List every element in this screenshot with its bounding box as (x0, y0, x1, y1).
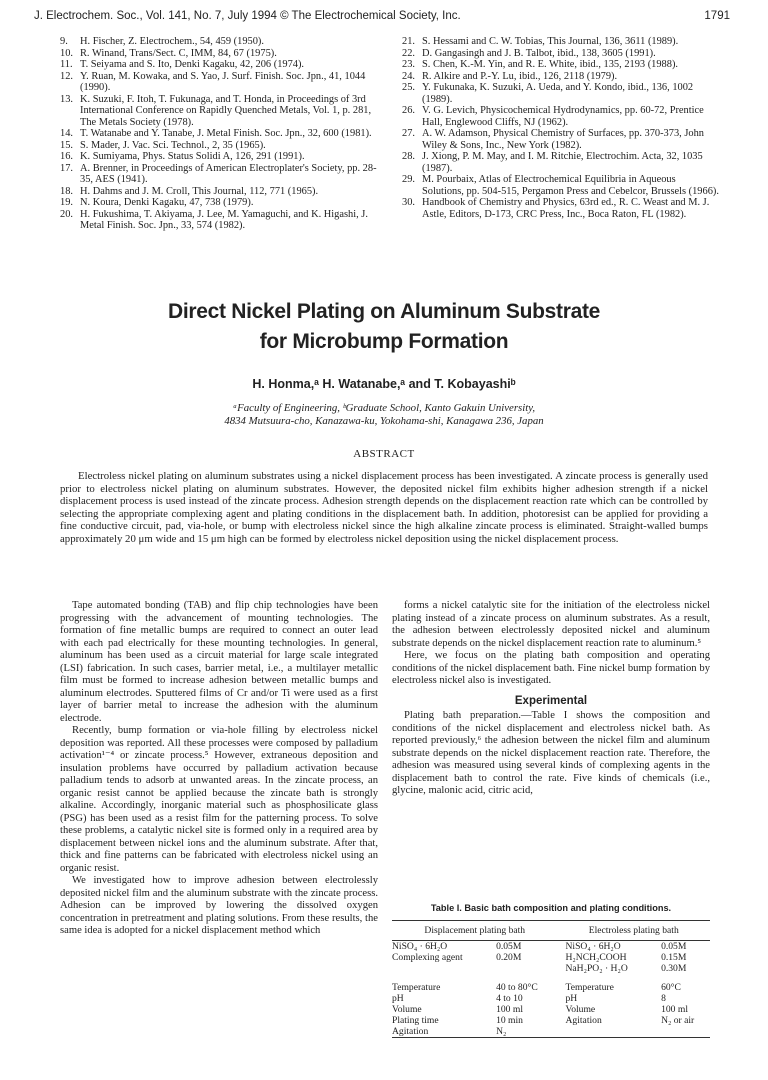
reference-text: J. Xiong, P. M. May, and I. M. Ritchie, Electrochim. Acta, 32, 1035 (1987). (422, 151, 703, 174)
reference-item (402, 48, 720, 60)
bath-composition-table (392, 920, 710, 1038)
body-paragraph: Here, we focus on the plating bath composition and operating conditions of the nickel displacement bath. Fine nickel bump formation by electroless nickel also is investigated. (392, 650, 710, 686)
reference-number: 26. (402, 105, 415, 116)
reference-item (60, 128, 378, 140)
reference-item (60, 186, 378, 198)
reference-text: A. Brenner, in Proceedings of American Electroplater's Society, pp. 28-35, AES (1941). (80, 162, 377, 185)
reference-list-left (60, 36, 378, 232)
affiliation-line-1: ᵃFaculty of Engineering, ᵇGraduate School, Kanto Gakuin University, (232, 402, 536, 414)
body-paragraph: forms a nickel catalytic site for the initiation of the electroless nickel plating instead of a zincate process on aluminum substrates. As a result, the adhesion between electrolessly deposited nickel and aluminum substrate depends on the nickel displacement reaction rate to aluminum.⁵ (392, 600, 710, 649)
reference-text: T. Watanabe and Y. Tanabe, J. Metal Finish. Soc. Jpn., 32, 600 (1981). (80, 128, 372, 139)
reference-number: 23. (402, 59, 415, 70)
table-header-electroless: Electroless plating bath (558, 921, 711, 941)
reference-number: 30. (402, 197, 415, 208)
table-cell: 8 (661, 993, 666, 1004)
body-column-right (392, 600, 710, 798)
reference-number: 17. (60, 162, 73, 174)
abstract (60, 470, 708, 545)
page-number: 1791 (704, 10, 730, 22)
reference-item (402, 197, 720, 220)
reference-text: D. Gangasingh and J. B. Talbot, ibid., 138, 3605 (1991). (422, 47, 656, 59)
table-row (392, 1004, 710, 1015)
table-cell: 60°C (661, 982, 681, 993)
table-cell: 0.05M (661, 941, 687, 952)
reference-item (60, 209, 378, 232)
table-cell: 0.30M (661, 963, 687, 974)
table-cell: NiSO₄ · 6H₂O (392, 941, 448, 952)
reference-text: H. Fischer, Z. Electrochem., 54, 459 (1950). (80, 36, 264, 47)
reference-text: N. Koura, Denki Kagaku, 47, 738 (1979). (80, 197, 254, 208)
abstract-heading: ABSTRACT (353, 448, 415, 460)
reference-number: 21. (402, 36, 415, 47)
reference-number: 28. (402, 151, 415, 162)
table-cell: Agitation (392, 1026, 496, 1038)
reference-item (60, 59, 378, 71)
reference-item (60, 163, 378, 186)
reference-text: S. Chen, K.-M. Yin, and R. E. White, ibid., 135, 2193 (1988). (422, 59, 679, 70)
table-spacer-row (392, 974, 710, 982)
reference-item (402, 105, 720, 128)
author-list: H. Honma,ᵃ H. Watanabe,ᵃ and T. Kobayashiᵇ (252, 377, 516, 391)
reference-number: 11. (60, 59, 73, 70)
table-cell (661, 1026, 710, 1038)
table-cell: N₂ or air (661, 1015, 695, 1026)
reference-number: 13. (60, 93, 73, 105)
table-cell: Complexing agent (392, 952, 463, 963)
reference-text: S. Hessami and C. W. Tobias, This Journal, 136, 3611 (1989). (422, 36, 679, 47)
table-cell: 40 to 80°C (496, 982, 538, 993)
affiliation (0, 402, 768, 427)
reference-text: V. G. Levich, Physicochemical Hydrodynamics, pp. 60-72, Prentice Hall, Englewood Cliffs, NJ (1962). (422, 105, 704, 128)
table-cell (558, 1026, 662, 1038)
table-header-row (392, 921, 710, 941)
reference-text: S. Mader, J. Vac. Sci. Technol., 2, 35 (1965). (80, 139, 266, 151)
reference-number: 27. (402, 128, 415, 139)
reference-number: 14. (60, 128, 73, 139)
body-column-left (60, 600, 378, 938)
table-cell: Agitation (565, 1015, 602, 1026)
table-cell: 4 to 10 (496, 993, 523, 1004)
table-cell: NaH₂PO₂ · H₂O (565, 963, 628, 974)
title-line-2: for Microbump Formation (259, 330, 509, 353)
reference-number: 16. (60, 151, 73, 162)
table-cell: pH (392, 993, 404, 1004)
reference-text: K. Sumiyama, Phys. Status Solidi A, 126, 291 (1991). (80, 151, 305, 162)
table-cell (496, 963, 557, 974)
abstract-text: Electroless nickel plating on aluminum substrates using a nickel displacement process has been investigated. A zincate process is generally used prior to electroless nickel plating on aluminum substrates. However, the deposited nickel film exhibits higher adhesion strength if a nickel displacement process is used instead of the zincate process. Adhesion strength depends on the displacement reaction rate which can be controlled by selecting the appropriate complexing agent and plating conditions in the displacement bath. In addition, photoresist can be applied for providing a fine conductive circuit, pad, via-hole, or bump with electroless nickel since the high alkaline zincate process is eliminated. Straight-walled bumps approximately 20 μm wide and 15 μm high can be formed by electroless nickel deposition using the nickel displacement process. (60, 470, 708, 545)
reference-number: 25. (402, 82, 415, 93)
body-paragraph: Tape automated bonding (TAB) and flip chip technologies have been progressing with the advancement of mounting technologies. The formation of fine metallic bumps are required to connect an outer lead with each pad electrically for these mounting technologies. In general, aluminum has been used as a circuit material for large scale integrated (LSI) fabrication. In such cases, barrier metal, i.e., a multilayer metallic film must be formed to increase adhesion between metallic bumps and aluminum electrodes. Sputtered films of Cr and/or Ti were used as a first layer of barrier metal to increase the adhesion with the aluminum electrode. (60, 600, 378, 724)
journal-citation: J. Electrochem. Soc., Vol. 141, No. 7, July 1994 © The Electrochemical Society, Inc. (34, 10, 461, 22)
reference-item (60, 71, 378, 94)
running-head (34, 10, 730, 26)
reference-number: 19. (60, 197, 73, 208)
table-cell: pH (565, 993, 578, 1004)
reference-number: 20. (60, 208, 73, 220)
table-cell: 100 ml (496, 1004, 523, 1015)
reference-number: 15. (60, 139, 73, 151)
table-cell: Plating time (392, 1015, 439, 1026)
table-row (392, 952, 710, 963)
reference-item (402, 82, 720, 105)
reference-item (60, 197, 378, 209)
reference-text: Y. Fukunaka, K. Suzuki, A. Ueda, and Y. Kondo, ibid., 136, 1002 (1989). (422, 82, 694, 105)
reference-number: 29. (402, 174, 415, 185)
reference-number: 18. (60, 185, 73, 197)
article-title (0, 297, 768, 357)
reference-text: R. Winand, Trans/Sect. C, IMM, 84, 67 (1975). (80, 47, 277, 59)
reference-item (402, 128, 720, 151)
table-cell: Temperature (565, 982, 614, 993)
reference-text: M. Pourbaix, Atlas of Electrochemical Equilibria in Aqueous Solutions, pp. 504-515, Pergamon Press and Cebelcor, Brussels (1966). (422, 174, 719, 197)
table-row (392, 1026, 710, 1038)
table-row (392, 993, 710, 1004)
reference-text: A. W. Adamson, Physical Chemistry of Surfaces, pp. 370-373, John Wiley & Sons, Inc., New York (1982). (422, 128, 704, 151)
reference-item (402, 36, 720, 48)
table-cell (392, 963, 496, 974)
reference-text: Y. Ruan, M. Kowaka, and S. Yao, J. Surf. Finish. Soc. Jpn., 41, 1044 (1990). (80, 70, 366, 93)
reference-text: H. Fukushima, T. Akiyama, J. Lee, M. Yamaguchi, and K. Higashi, J. Metal Finish. Soc. Jpn., 33, 574 (1982). (80, 208, 368, 231)
reference-number: 22. (402, 47, 415, 59)
reference-item (402, 151, 720, 174)
paragraph-experimental: Plating bath preparation.—Table I shows the composition and conditions of the nickel displacement and electroless nickel bath. As reported previously,⁶ the adhesion between the nickel film and aluminum substrate depends on the nickel displacement reaction rate. Therefore, the adhesion was measured using several kinds of complexing agents in the displacement bath to control the rate. Five kinds of chemicals (i.e., glycine, malonic acid, citric acid, (392, 710, 710, 796)
reference-number: 24. (402, 70, 415, 82)
table-cell: 0.05M (496, 941, 522, 952)
affiliation-line-2: 4834 Mutsuura-cho, Kanazawa-ku, Yokohama-shi, Kanagawa 236, Japan (224, 414, 544, 427)
reference-text: K. Suzuki, F. Itoh, T. Fukunaga, and T. Honda, in Proceedings of 3rd International Conference on Rapidly Quenched Metals, Vol. 1, p. 281, The Metals Society (1978). (80, 93, 372, 128)
table-cell: N₂ (496, 1026, 557, 1038)
reference-item (402, 59, 720, 71)
reference-text: T. Seiyama and S. Ito, Denki Kagaku, 42, 206 (1974). (80, 59, 305, 70)
reference-text: H. Dahms and J. M. Croll, This Journal, 112, 771 (1965). (80, 185, 319, 197)
reference-number: 12. (60, 70, 73, 82)
reference-item (402, 174, 720, 197)
table-cell: 100 ml (661, 1004, 688, 1015)
reference-item (60, 36, 378, 48)
table-row (392, 982, 710, 993)
table-cell: Volume (565, 1004, 596, 1015)
table-cell: 0.20M (496, 952, 522, 963)
reference-text: Handbook of Chemistry and Physics, 63rd ed., R. C. Weast and M. J. Astle, Editors, D-173, CRC Press, Inc., Boca Raton, FL (1982). (422, 197, 710, 220)
table-header-displacement: Displacement plating bath (392, 921, 558, 941)
table-caption: Table I. Basic bath composition and plating conditions. (430, 903, 672, 913)
reference-number: 10. (60, 47, 73, 59)
table-row (392, 963, 710, 974)
table-cell: 0.15M (661, 952, 687, 963)
table-cell: NiSO₄ · 6H₂O (565, 941, 621, 952)
reference-item (60, 140, 378, 152)
table-cell: Volume (392, 1004, 422, 1015)
reference-item (60, 48, 378, 60)
section-heading-experimental: Experimental (514, 694, 588, 707)
body-paragraph: Recently, bump formation or via-hole filling by electroless nickel deposition was reported. All these processes were composed by palladium activation¹⁻⁴ or zincate process.⁵ However, extraneous deposition and insulation problems have occurred by palladium activation because palladium tends to adsorb at unwanted areas. In the zincate process, an organic resist cannot be applied because the zincate bath is strongly alkaline. Accordingly, inorganic material such as phosphosilicate glass (PSG) has been used as a resist film for the patterning process. To solve these problems, a catalytic nickel site is formed only in a required area by displacement between nickel ions and the aluminum substrate. After that, thick and fine patterns can be fabricated with electroless nickel using an organic resist. (60, 725, 378, 874)
reference-number: 9. (60, 36, 68, 47)
title-line-1: Direct Nickel Plating on Aluminum Substrate (167, 300, 601, 323)
table-cell: H₂NCH₂COOH (565, 952, 627, 963)
table-cell: Temperature (392, 982, 441, 993)
table-row (392, 941, 710, 953)
reference-item (60, 94, 378, 129)
reference-item (60, 151, 378, 163)
table-row (392, 1015, 710, 1026)
table-cell: 10 min (496, 1015, 523, 1026)
reference-item (402, 71, 720, 83)
reference-text: R. Alkire and P.-Y. Lu, ibid., 126, 2118 (1979). (422, 70, 618, 82)
body-paragraph: We investigated how to improve adhesion between electrolessly deposited nickel film and the aluminum substrate with the zincate process. Adhesion can be improved by lowering the dissolved oxygen concentration in pretreatment and plating solutions. From these results, the same idea is adopted for a nickel displacement method which (60, 875, 378, 936)
reference-list-right (402, 36, 720, 220)
